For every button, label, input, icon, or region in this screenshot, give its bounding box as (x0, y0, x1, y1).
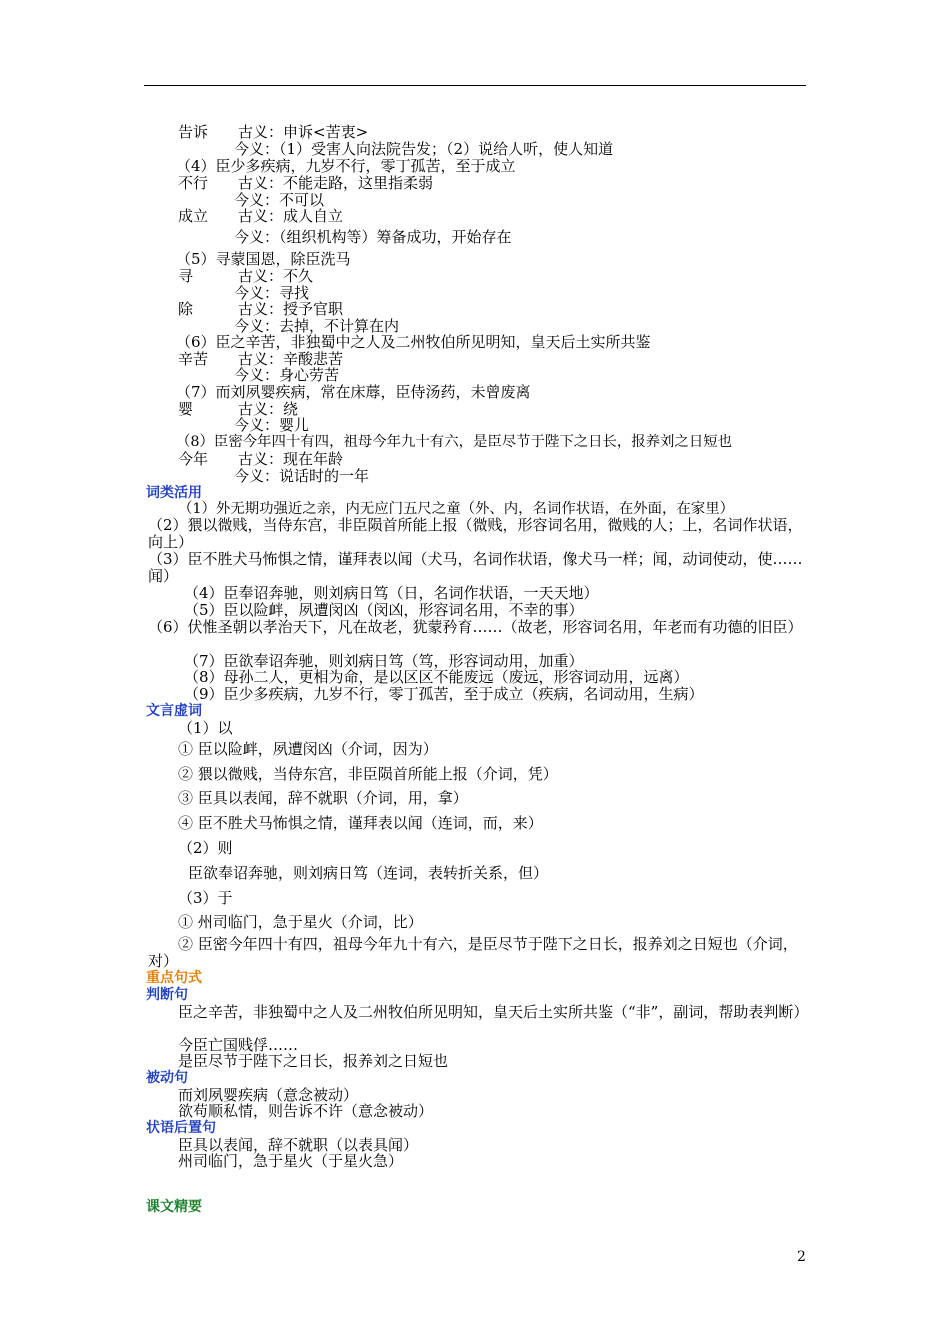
text-line: （6）臣之辛苦，非独蜀中之人及二州牧伯所见明知，皇天后土实所共鉴 (176, 333, 651, 351)
text-line: 婴 古义：绕 (178, 400, 299, 418)
text-line: 今义：身心劳苦 (234, 366, 340, 384)
text-line: （1）外无期功强近之亲，内无应门五尺之童（外、内，名词作状语，在外面，在家里） (178, 501, 735, 517)
text-line: （4）臣少多疾病，九岁不行，零丁孤苦，至于成立 (176, 157, 516, 175)
text-line: 是臣尽节于陛下之日长，报养刘之日短也 (178, 1052, 449, 1070)
section-heading: 课文精要 (146, 1199, 202, 1215)
page-number: 2 (797, 1249, 806, 1265)
section-heading: 重点句式 (146, 970, 202, 986)
text-paragraph: ② 臣密今年四十有四，祖母今年九十有六，是臣尽节于陛下之日长，报养刘之日短也（介词，对） (148, 935, 798, 970)
text-line: 除 古义：授予官职 (178, 300, 344, 318)
text-line: （1）以 (178, 719, 233, 737)
text-line: ① 州司临门，急于星火（介词，比） (178, 913, 423, 931)
text-line: 今义：不可以 (234, 191, 325, 209)
text-line: 臣欲奉诏奔驰，则刘病日笃（连词，表转折关系，但） (188, 864, 549, 882)
text-line: 成立 古义：成人自立 (178, 207, 344, 225)
text-line: （5）臣以险衅，夙遭闵凶（闵凶，形容词名用，不幸的事） (184, 601, 584, 619)
text-line: 告诉 古义：申诉<苦衷> (178, 123, 369, 141)
text-line: （9）臣少多疾病，九岁不行，零丁孤苦，至于成立（疾病，名词动用，生病） (184, 685, 704, 703)
text-line: 臣具以表闻，辞不就职（以表具闻） (178, 1136, 419, 1154)
text-line: ④ 臣不胜犬马怖惧之情，谨拜表以闻（连词，而，来） (178, 814, 543, 832)
text-line: 寻 古义：不久 (178, 267, 314, 285)
text-line: （2）则 (178, 839, 233, 857)
section-heading: 被动句 (146, 1070, 188, 1086)
text-line: 不行 古义：不能走路，这里指柔弱 (178, 174, 434, 192)
text-line: 欲苟顺私情，则告诉不许（意念被动） (178, 1102, 434, 1120)
text-line: 今义：婴儿 (234, 416, 310, 434)
section-heading: 文言虚词 (146, 703, 202, 719)
text-line: 今义：寻找 (234, 284, 310, 302)
text-paragraph: 臣之辛苦，非独蜀中之人及二州牧伯所见明知，皇天后土实所共鉴（“非”，副词，帮助表判断） (178, 1003, 809, 1021)
text-line: （8）臣密今年四十有四，祖母今年九十有六，是臣尽节于陛下之日长，报养刘之日短也 (176, 434, 733, 450)
text-line: （4）臣奉诏奔驰，则刘病日笃（日，名词作状语，一天天地） (184, 584, 599, 602)
section-heading: 状语后置句 (146, 1120, 216, 1136)
text-line: 州司临门，急于星火（于星火急） (178, 1152, 404, 1170)
text-line: 今义：去掉，不计算在内 (234, 317, 400, 335)
text-line: ③ 臣具以表闻，辞不就职（介词，用，拿） (178, 789, 468, 807)
text-line: 今义：（组织机构等）筹备成功，开始存在 (234, 228, 512, 246)
section-heading: 词类活用 (146, 485, 202, 501)
text-line: 而刘夙婴疾病（意念被动） (178, 1086, 359, 1104)
text-line: 今义：（1）受害人向法院告发；（2）说给人听，使人知道 (234, 140, 614, 158)
text-line: ① 臣以险衅，夙遭闵凶（介词，因为） (178, 740, 438, 758)
text-line: 辛苦 古义：辛酸悲苦 (178, 350, 344, 368)
text-paragraph: （2）猥以微贱，当侍东宫，非臣陨首所能上报（微贱，形容词名用，微贱的人；上，名词作状语，向上） (148, 516, 803, 551)
header-rule (144, 85, 806, 86)
text-line: （7）而刘夙婴疾病，常在床蓐，臣侍汤药，未曾废离 (176, 383, 531, 401)
text-line: （3）于 (178, 889, 233, 907)
text-line: 今年 古义：现在年龄 (178, 450, 344, 468)
text-line: （8）母孙二人，更相为命，是以区区不能废远（废远，形容词动用，远离） (184, 668, 689, 686)
text-line: 今臣亡国贱俘…… (178, 1036, 299, 1054)
text-line: 今义：说话时的一年 (234, 467, 370, 485)
section-heading: 判断句 (146, 987, 188, 1003)
text-line: （7）臣欲奉诏奔驰，则刘病日笃（笃，形容词动用，加重） (184, 652, 584, 670)
text-paragraph: （6）伏惟圣朝以孝治天下，凡在故老，犹蒙矜育……（故老，形容词名用，年老而有功德的旧臣） (148, 618, 803, 636)
text-paragraph: （3）臣不胜犬马怖惧之情，谨拜表以闻（犬马，名词作状语，像犬马一样；闻，动词使动，使……闻） (148, 550, 803, 585)
text-line: （5）寻蒙国恩，除臣洗马 (176, 250, 351, 268)
text-line: ② 猥以微贱，当侍东宫，非臣陨首所能上报（介词，凭） (178, 765, 558, 783)
